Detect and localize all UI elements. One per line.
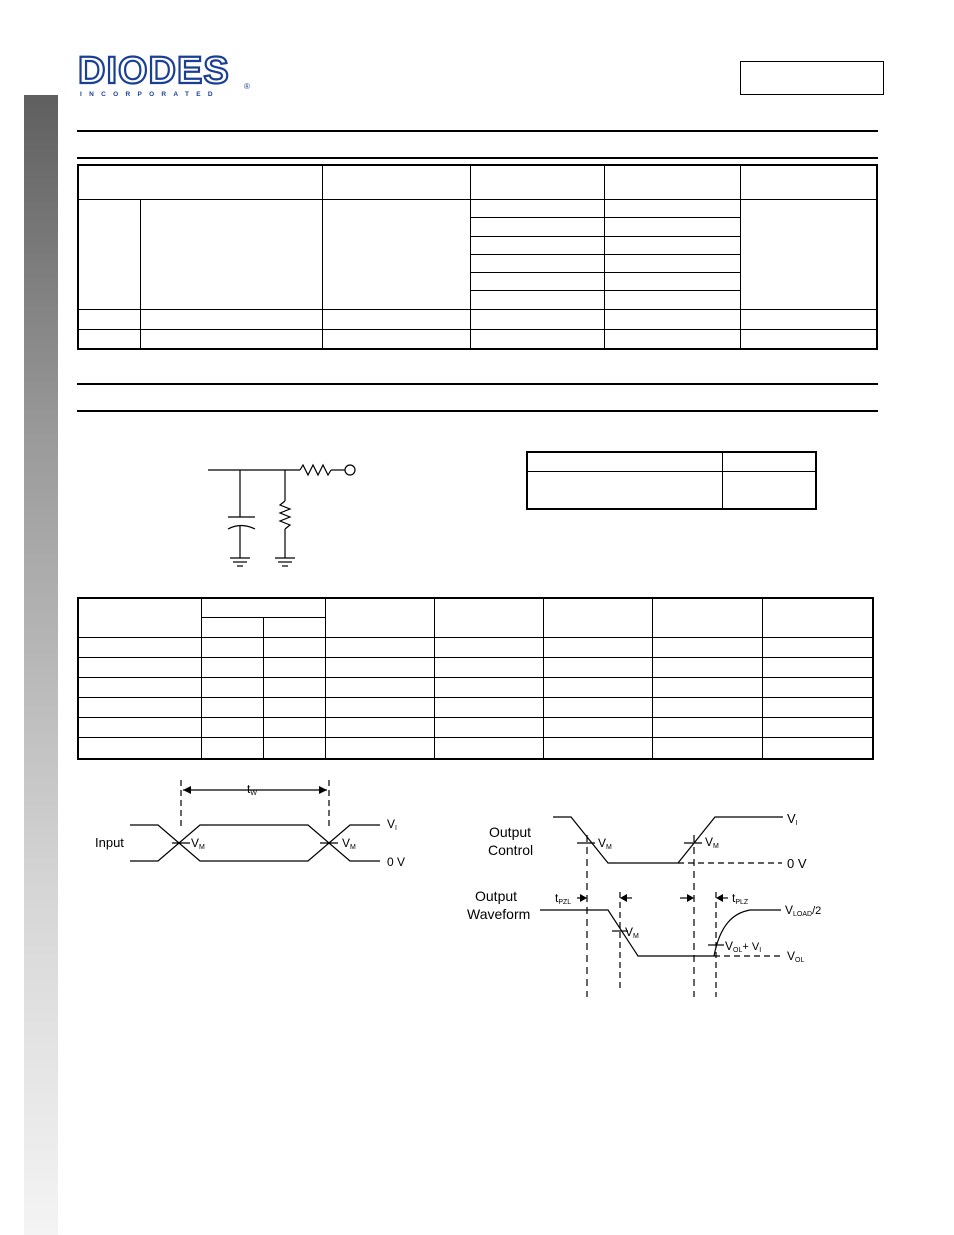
logo-subtitle: INCORPORATED (80, 91, 220, 98)
vol-label: VOL (787, 949, 805, 964)
vol-plus-vi-label: VOL+ VI (725, 939, 762, 954)
zero-volt-label: 0 V (787, 856, 807, 871)
logo-wordmark: DIODES (78, 50, 230, 92)
arrow-head (716, 894, 723, 902)
arrow-head (620, 894, 627, 902)
vi-label: VI (787, 811, 798, 827)
output-control-label-1: Output (489, 824, 532, 840)
arrow-head (687, 894, 694, 902)
arrow-head (580, 894, 587, 902)
logo-registered-mark: ® (244, 82, 250, 91)
vm-label-right: VM (342, 836, 356, 851)
tpzl-label: tPZL (555, 891, 572, 906)
tplz-label: tPLZ (732, 891, 749, 906)
vm-label-left: VM (191, 836, 205, 851)
vm-label: VM (625, 925, 639, 940)
output-waveform-label-1: Output (475, 888, 518, 904)
tw-label: tW (247, 782, 257, 797)
vload-label: VLOAD/2 (785, 903, 822, 918)
vm-label: VM (598, 836, 612, 851)
zero-volt-label: 0 V (387, 855, 406, 869)
input-label: Input (95, 835, 124, 850)
vi-label: VI (387, 817, 397, 832)
output-waveform-label-2: Waveform (467, 906, 531, 922)
output-control-label-2: Control (488, 842, 534, 858)
vm-label: VM (705, 835, 719, 850)
